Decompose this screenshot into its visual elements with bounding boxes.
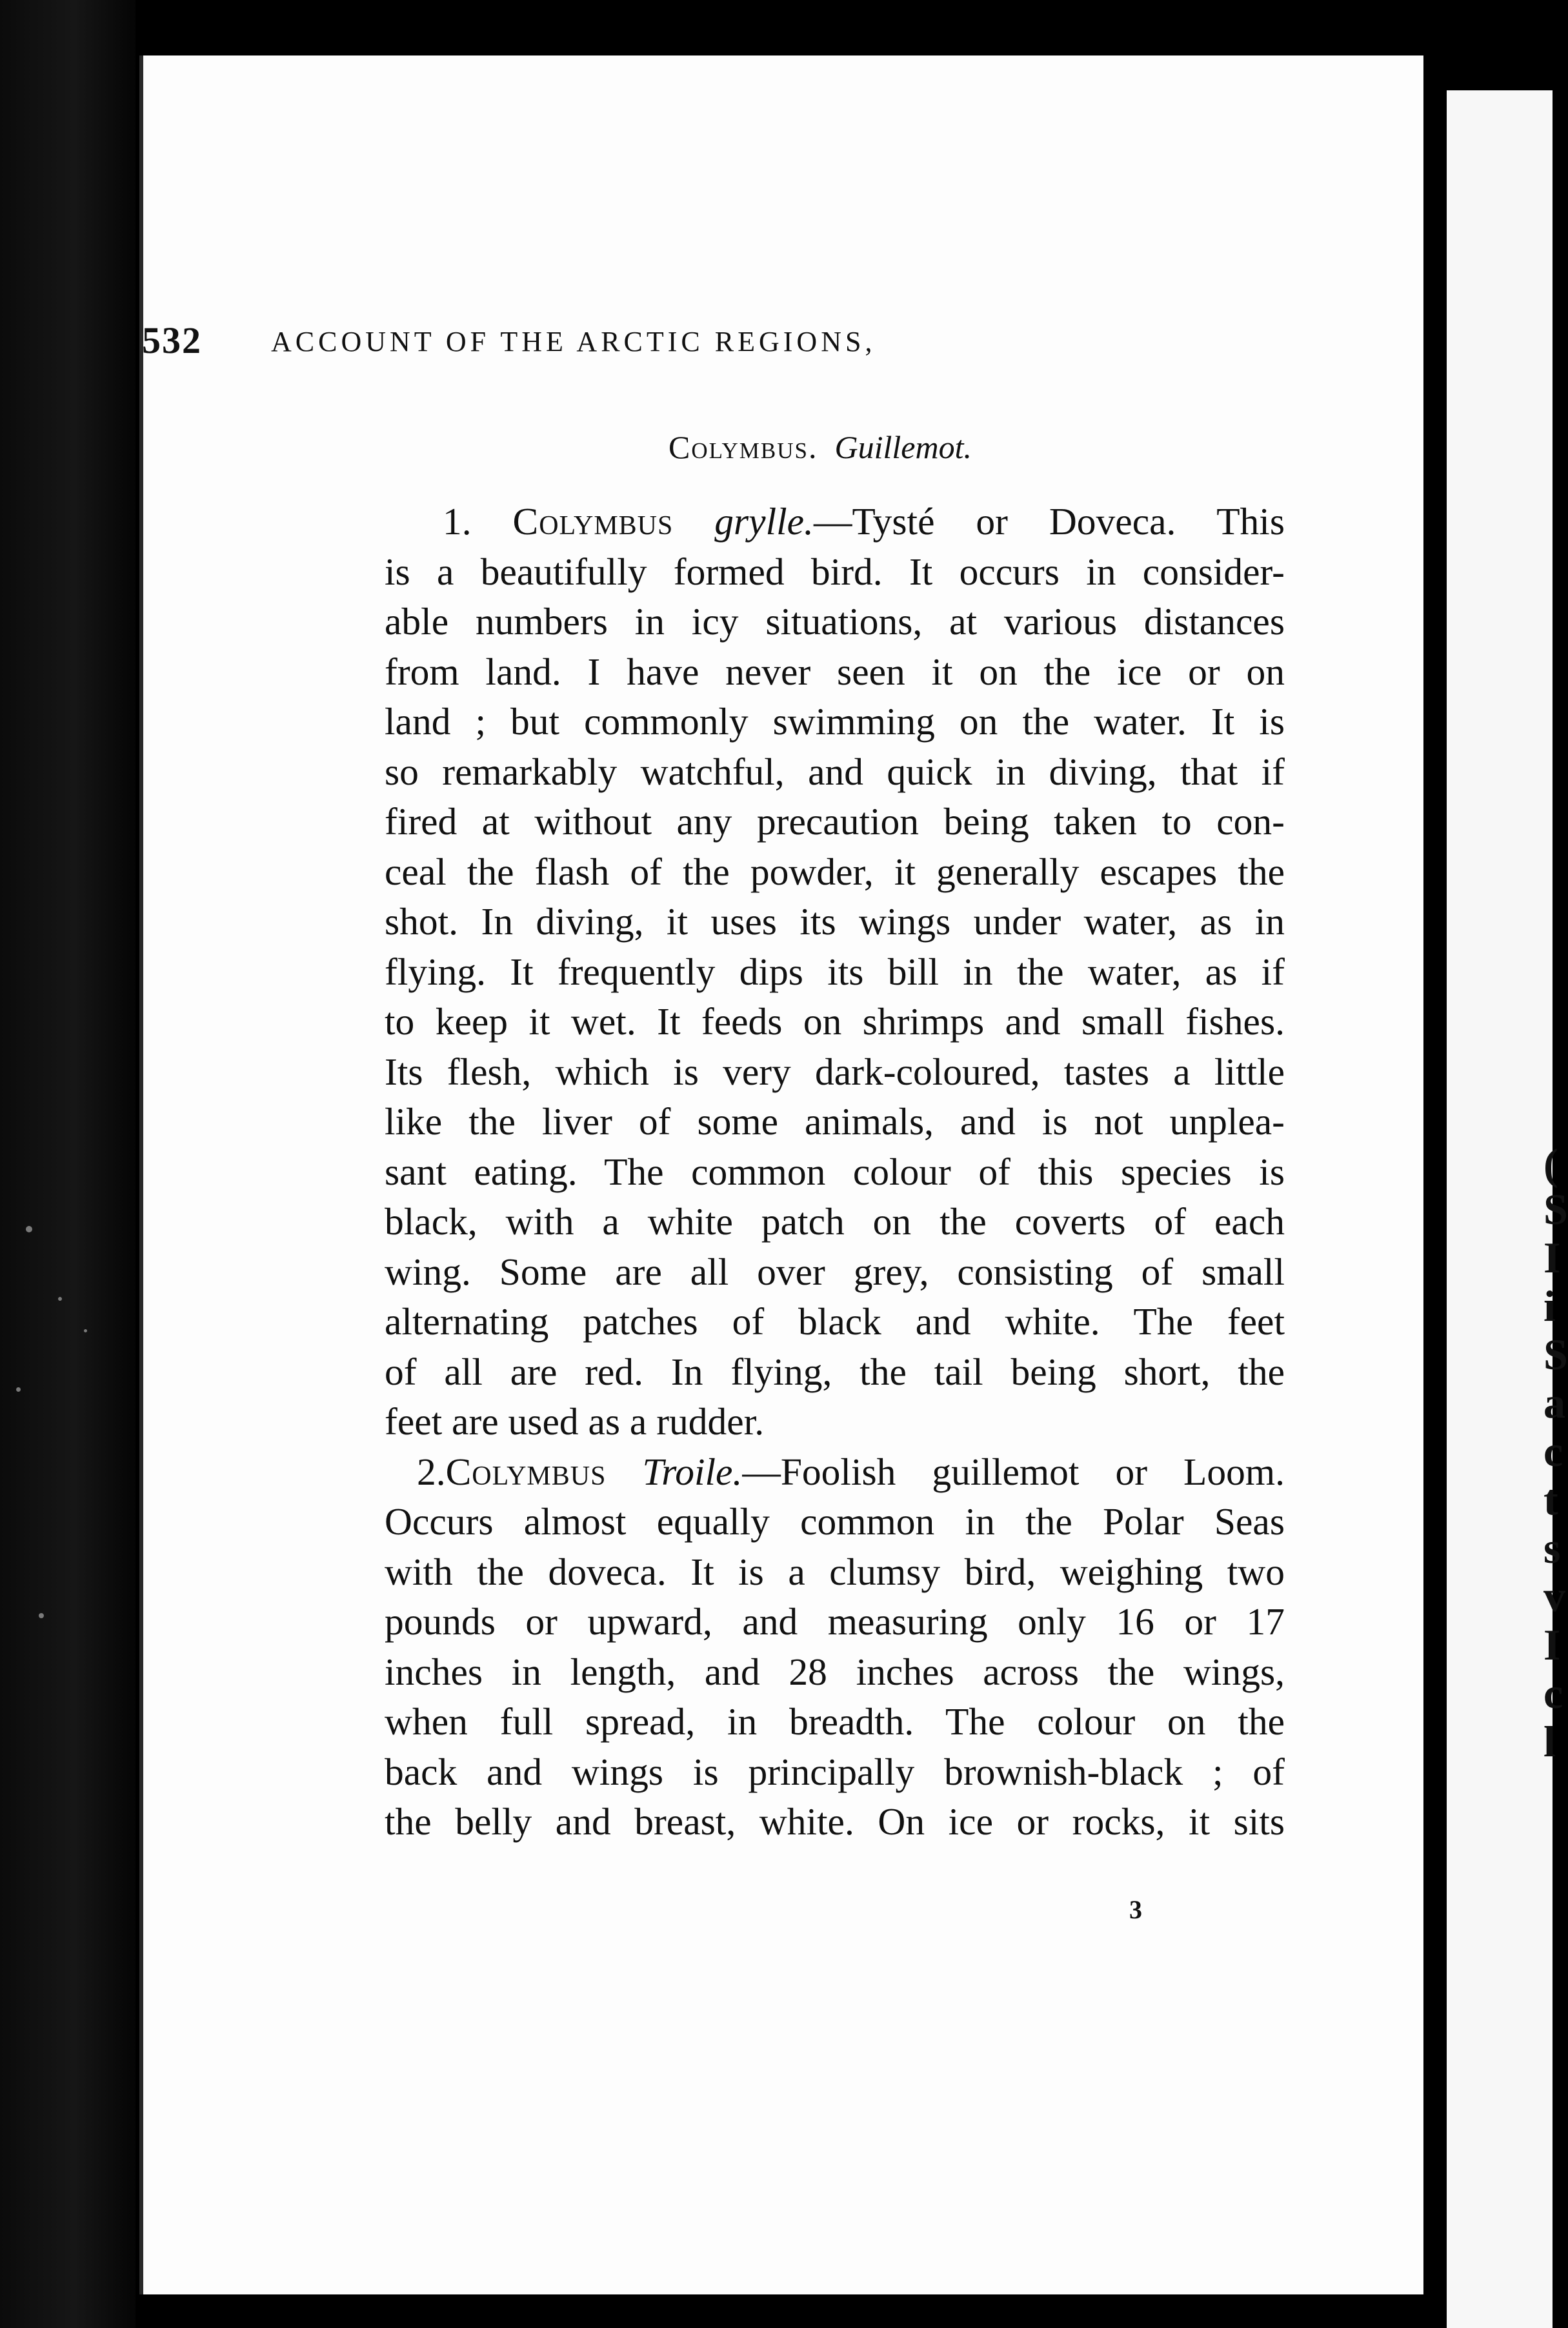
text-line: is a beautifully formed bird. It occurs in consider- (385, 550, 1285, 593)
entry-genus: Colymbus (512, 500, 674, 543)
entry-number: 1. (443, 500, 472, 543)
text-line: shot. In diving, it uses its wings under water, as in (385, 900, 1285, 943)
text-line: back and wings is principally brownish-black ; of (385, 1750, 1285, 1793)
text-line: land ; but commonly swimming on the water. It is (385, 700, 1285, 743)
facing-fragment: c (1543, 1427, 1563, 1476)
text-line: of all are red. In flying, the tail being short, the (385, 1350, 1285, 1393)
text-line: Occurs almost equally common in the Polar Seas (385, 1500, 1285, 1543)
entry-species: grylle. (714, 500, 814, 543)
facing-fragment: t (1543, 1475, 1558, 1524)
entry-genus: Colymbus (445, 1450, 607, 1493)
text-line: alternating patches of black and white. The feet (385, 1300, 1285, 1343)
text-line: the belly and breast, white. On ice or rocks, it sits (385, 1800, 1285, 1843)
text-line: fired at without any precaution being taken to con- (385, 800, 1285, 843)
facing-fragment: S (1543, 1330, 1568, 1379)
facing-fragment: c (1543, 1669, 1563, 1718)
facing-fragment: I (1543, 1233, 1561, 1282)
text-line: black, with a white patch on the coverts of each (385, 1200, 1285, 1243)
entry-number: 2. (417, 1450, 446, 1493)
facing-fragment: a (1543, 1378, 1565, 1427)
book-left-edge (0, 0, 136, 2328)
text-line: Its flesh, which is very dark-coloured, tastes a little (385, 1050, 1285, 1093)
text-line: from land. I have never seen it on the ice or on (385, 650, 1285, 693)
section-common-name: Guillemot. (834, 429, 972, 465)
section-genus: Colymbus. (668, 429, 818, 465)
entry-species: Troile. (642, 1450, 743, 1493)
text-line: flying. It frequently dips its bill in the water, as if (385, 950, 1285, 993)
text-line: pounds or upward, and measuring only 16 or 17 (385, 1600, 1285, 1643)
catchword: 3 (1129, 1895, 1142, 1924)
section-heading (668, 428, 972, 466)
text-line: with the doveca. It is a clumsy bird, weighing two (385, 1550, 1285, 1593)
facing-fragment: I (1543, 1620, 1561, 1669)
text-line: 1. Colymbus grylle.—Tysté or Doveca. This (443, 500, 1285, 543)
text-line: 2.Colymbus Troile.—Foolish guillemot or Loom. (417, 1450, 1285, 1493)
text-line: so remarkably watchful, and quick in diving, that if (385, 750, 1285, 793)
facing-fragment: i (1543, 1281, 1556, 1330)
species-entry (385, 497, 1285, 1447)
facing-fragment: s (1543, 1523, 1561, 1572)
facing-fragment: v (1543, 1572, 1565, 1621)
text-line: like the liver of some animals, and is not unplea- (385, 1100, 1285, 1143)
text-line: inches in length, and 28 inches across the wings, (385, 1650, 1285, 1693)
running-head: ACCOUNT OF THE ARCTIC REGIONS, (271, 326, 876, 357)
text-line: able numbers in icy situations, at various distances (385, 600, 1285, 643)
facing-fragment: S (1543, 1185, 1568, 1234)
facing-fragment: ( (1543, 1139, 1558, 1189)
text-line: sant eating. The common colour of this species is (385, 1150, 1285, 1193)
text-line: feet are used as a rudder. (385, 1400, 765, 1443)
text-line: ceal the flash of the powder, it generally escapes the (385, 850, 1285, 893)
page-number: 532 (142, 319, 202, 361)
species-entry (385, 1447, 1285, 1847)
facing-page-edge (1447, 90, 1568, 2328)
text-line: to keep it wet. It feeds on shrimps and small fishes. (385, 1000, 1285, 1043)
page-gutter (1423, 97, 1447, 2328)
body-text (385, 497, 1285, 1847)
text-line: when full spread, in breadth. The colour on the (385, 1700, 1285, 1743)
facing-fragment: l (1543, 1717, 1556, 1766)
text-line: wing. Some are all over grey, consisting of small (385, 1250, 1285, 1293)
